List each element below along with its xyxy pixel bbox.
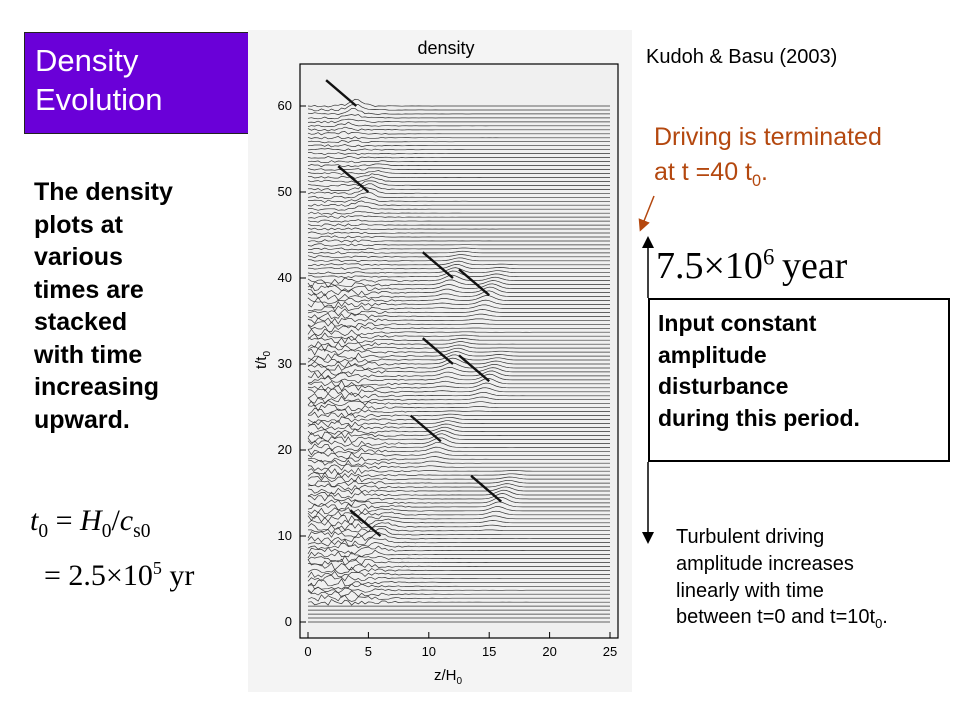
title-line-1: Density [35,43,139,78]
timescale-value: = $2.5\times 10^5$ yr [44,558,195,592]
y-tick-label: 0 [284,614,292,629]
description-line: plots at [34,210,123,239]
y-tick-label: 20 [277,442,292,457]
y-tick-label: 60 [277,98,292,113]
x-tick-label: 20 [542,644,557,659]
input-disturbance-box: Input constant amplitude disturbance during this period. [648,298,950,462]
y-tick-label: 30 [277,356,292,371]
description-line: The density [34,178,173,206]
citation: Kudoh & Basu (2003) [646,46,838,68]
title-box [24,32,256,134]
description-line: upward. [34,405,130,434]
arrow-to-note [642,196,654,226]
y-tick-label: 10 [277,528,292,543]
x-tick-label: 5 [364,644,373,659]
x-axis-label: $z/H_0$ [433,667,463,687]
x-tick-label: 15 [481,644,497,659]
x-tick-label: 25 [602,644,618,659]
description-line: various [34,243,123,271]
y-tick-label: 40 [277,270,292,285]
description-line: times are [34,275,144,304]
driving-duration: $7.5\times 10^6$ year [656,244,848,287]
description-line: increasing [34,373,160,401]
description-text [34,176,234,436]
driving-terminated-note: Driving is terminated at t =40 $t_0$. [654,123,882,190]
plot-title: density [417,38,475,58]
x-tick-label: 0 [304,644,312,659]
y-tick-label: 50 [277,184,292,199]
y-axis-label: $t/t_0$ [253,350,273,370]
x-tick-label: 10 [421,644,437,659]
description-line: with time [34,340,143,369]
timescale-equation: $t_0 = H_0/c_{s0}$ [30,504,151,542]
density-stack-plot [248,30,632,692]
turbulent-driving-note: Turbulent driving amplitude increases linearly with time between t=0 and $t=10t_0$. [676,526,888,632]
description-line: stacked [34,308,128,336]
title-line-2: Evolution [35,82,163,118]
